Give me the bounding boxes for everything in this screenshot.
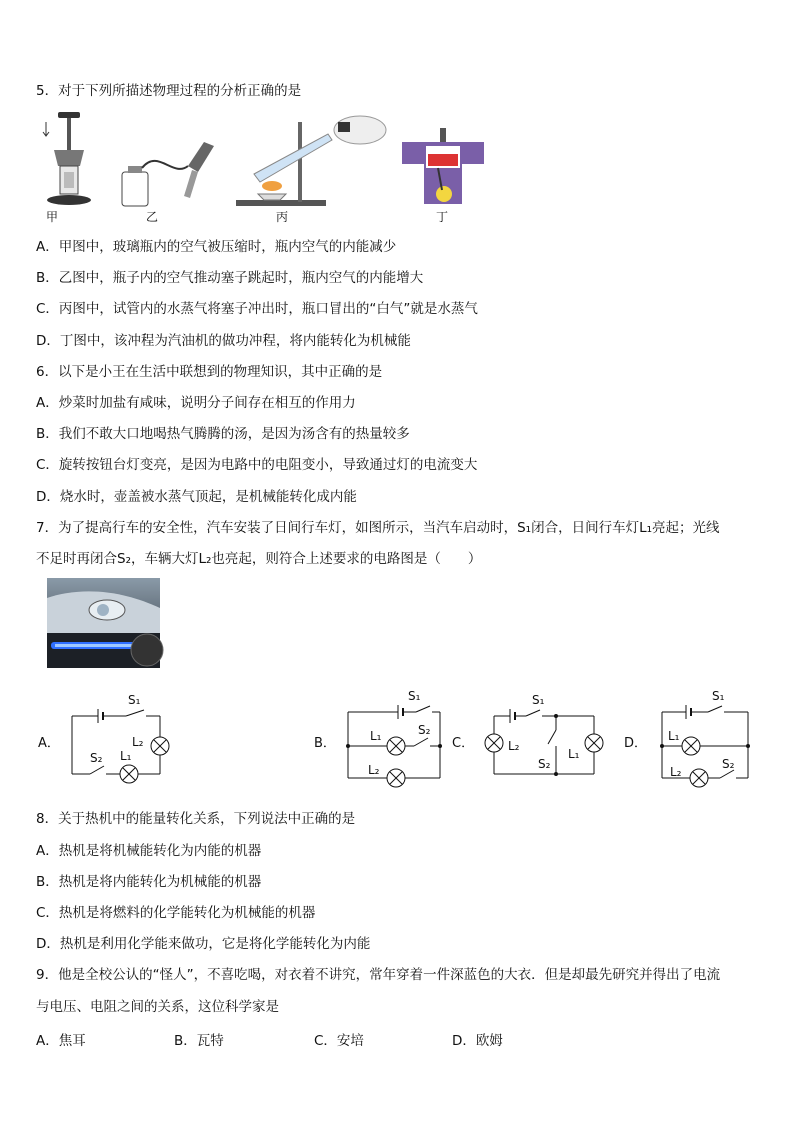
a-s1-label: S₁ bbox=[128, 693, 141, 707]
option-letter-c: C． bbox=[452, 736, 475, 751]
q7-stem-line2: 不足时再闭合S₂，车辆大灯L₂也亮起，则符合上述要求的电路图是（ ） bbox=[36, 551, 482, 567]
a-l1-label: L₁ bbox=[120, 749, 132, 763]
fig-label-bing: 丙 bbox=[276, 210, 289, 224]
q6-option-a: A．炒菜时加盐有咸味，说明分子间存在相互的作用力 bbox=[36, 395, 356, 411]
q6-option-c: C．旋转按钮台灯变亮，是因为电路中的电阻变小，导致通过灯的电流变大 bbox=[36, 457, 478, 473]
d-l1-label: L₁ bbox=[668, 729, 680, 743]
a-s2-label: S₂ bbox=[90, 751, 103, 765]
q5-figure-jia bbox=[40, 108, 100, 224]
a-l2-label: L₂ bbox=[132, 735, 144, 749]
q6-option-d: D．烧水时，壶盖被水蒸气顶起，是机械能转化成内能 bbox=[36, 489, 357, 505]
q9-option-c: C．安培 bbox=[314, 1033, 364, 1049]
c-s1-label: S₁ bbox=[532, 693, 545, 707]
q5-option-d: D．丁图中，该冲程为汽油机的做功冲程，将内能转化为机械能 bbox=[36, 333, 411, 349]
c-l2-label: L₂ bbox=[508, 739, 520, 753]
q5-figure-yi bbox=[118, 138, 228, 224]
c-s2-label: S₂ bbox=[538, 757, 551, 771]
circuit-d bbox=[624, 686, 758, 792]
q6-option-b: B．我们不敢大口地喝热气腾腾的汤，是因为汤含有的热量较多 bbox=[36, 426, 410, 442]
circuit-c bbox=[452, 690, 612, 790]
q8-stem: 8．关于热机中的能量转化关系，下列说法中正确的是 bbox=[36, 811, 356, 827]
q8-option-d: D．热机是利用化学能来做功，它是将化学能转化为内能 bbox=[36, 936, 371, 952]
d-l2-label: L₂ bbox=[670, 765, 682, 779]
q9-option-b: B．瓦特 bbox=[174, 1033, 224, 1049]
q5-figure-ding bbox=[398, 124, 488, 224]
fig-label-jia: 甲 bbox=[46, 210, 59, 224]
b-s1-label: S₁ bbox=[408, 689, 421, 703]
d-s2-label: S₂ bbox=[722, 757, 735, 771]
q8-option-c: C．热机是将燃料的化学能转化为机械能的机器 bbox=[36, 905, 316, 921]
q5-option-c: C．丙图中，试管内的水蒸气将塞子冲出时，瓶口冒出的“白气”就是水蒸气 bbox=[36, 301, 478, 317]
q6-stem: 6．以下是小王在生活中联想到的物理知识，其中正确的是 bbox=[36, 364, 383, 380]
q9-options-row bbox=[36, 1029, 736, 1049]
q8-option-a: A．热机是将机械能转化为内能的机器 bbox=[36, 843, 262, 859]
b-s2-label: S₂ bbox=[418, 723, 431, 737]
q5-option-b: B．乙图中，瓶子内的空气推动塞子跳起时，瓶内空气的内能增大 bbox=[36, 270, 424, 286]
b-l2-label: L₂ bbox=[368, 763, 380, 777]
d-s1-label: S₁ bbox=[712, 689, 725, 703]
c-l1-label: L₁ bbox=[568, 747, 580, 761]
q9-stem-line1: 9．他是全校公认的“怪人”，不喜吃喝，对衣着不讲究，常年穿着一件深蓝色的大衣．但是却最先研究并得出了电流 bbox=[36, 967, 721, 983]
q9-option-d: D．欧姆 bbox=[452, 1033, 503, 1049]
car-headlight-photo bbox=[47, 578, 160, 668]
circuit-b bbox=[312, 686, 452, 792]
b-l1-label: L₁ bbox=[370, 729, 382, 743]
fig-label-ding: 丁 bbox=[436, 210, 449, 224]
fig-label-yi: 乙 bbox=[146, 210, 159, 224]
q5-stem: 5．对于下列所描述物理过程的分析正确的是 bbox=[36, 83, 302, 99]
q7-stem-line1: 7．为了提高行车的安全性，汽车安装了日间行车灯，如图所示，当汽车启动时，S₁闭合，日间行车灯L₁亮起；光线 bbox=[36, 520, 720, 536]
circuit-a bbox=[36, 690, 186, 790]
q9-option-a: A．焦耳 bbox=[36, 1033, 86, 1049]
q5-figure-bing bbox=[232, 112, 392, 210]
q8-option-b: B．热机是将内能转化为机械能的机器 bbox=[36, 874, 262, 890]
q5-option-a: A．甲图中，玻璃瓶内的空气被压缩时，瓶内空气的内能减少 bbox=[36, 239, 397, 255]
option-letter-b: B． bbox=[314, 736, 336, 751]
option-letter-d: D． bbox=[624, 736, 648, 751]
q9-stem-line2: 与电压、电阻之间的关系，这位科学家是 bbox=[36, 999, 279, 1015]
option-letter-a: A． bbox=[38, 736, 60, 751]
